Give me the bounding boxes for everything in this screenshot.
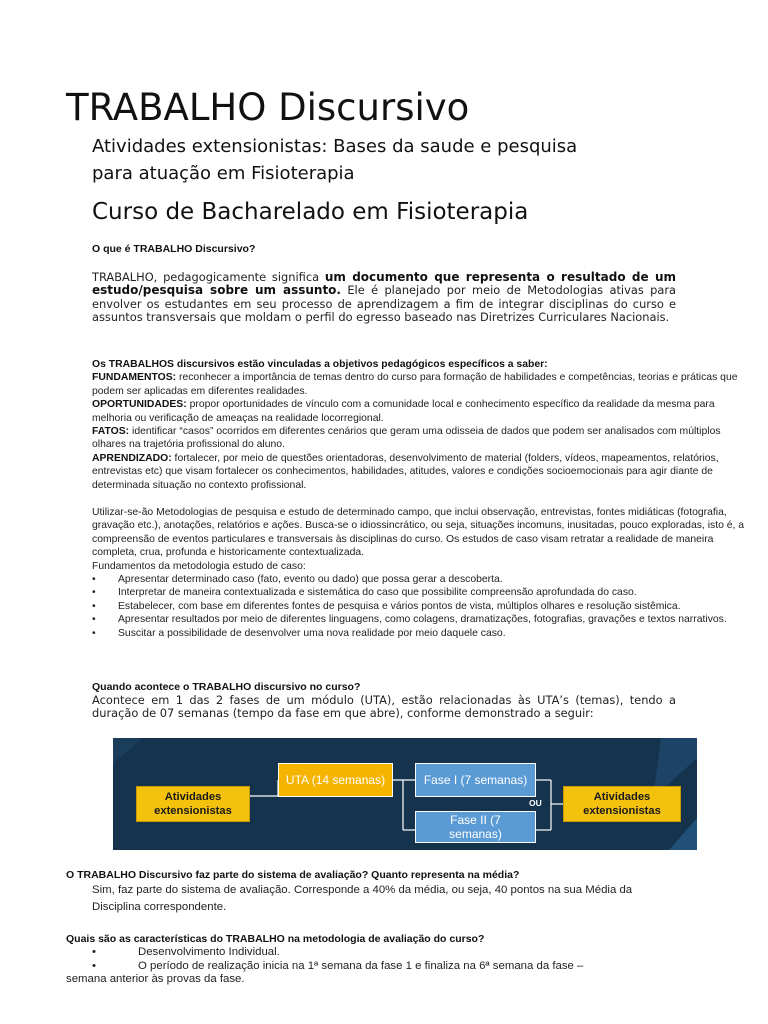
characteristics-bullet (92, 960, 682, 974)
bullet-icon: • (92, 614, 96, 626)
methodology-bullet (92, 573, 746, 586)
diagram-decoration (113, 738, 143, 763)
diagram-box-phase-2: Fase II (7 semanas) (415, 811, 536, 843)
bullet-icon: • (92, 627, 96, 639)
page-title: TRABALHO Discursivo (66, 86, 470, 129)
bullet-icon: • (92, 959, 96, 972)
intro-paragraph (92, 271, 676, 324)
objective-item (92, 452, 746, 492)
objective-term: APRENDIZADO: (92, 452, 172, 464)
evaluation-answer: Sim, faz parte do sistema de avaliação. Corresponde a 40% da média, ou seja, 40 pontos na sua Média da Disciplina correspondente. (92, 884, 633, 913)
objective-text: propor oportunidades de vínculo com a comunidade local e conhecimento específico da realidade da mesma para melhoria ou verificação de ameaças na realidade locorregional. (92, 399, 715, 424)
objective-item (92, 398, 746, 425)
objective-item (92, 425, 746, 452)
bullet-icon: • (92, 600, 96, 612)
intro-text-a: TRABALHO, pedagogicamente significa (92, 270, 325, 284)
bullet-continuation: semana anterior às provas da fase. (66, 973, 245, 985)
diagram-box-phase-1: Fase I (7 semanas) (415, 763, 536, 797)
methodology-section (92, 506, 746, 640)
when-paragraph: Acontece em 1 das 2 fases de um módulo (UTA), estão relacionadas às UTA’s (temas), tendo a duração de 07 semanas (tempo da fase em que abre), conforme demonstrado a seguir: (92, 693, 676, 721)
diagram-box-start: Atividades extensionistas (136, 786, 250, 822)
methodology-bullet (92, 586, 746, 599)
objective-term: FATOS: (92, 426, 130, 438)
phase-diagram (113, 738, 697, 850)
bullet-text: Estabelecer, com base em diferentes fontes de pesquisa e vários pontos de vista, múltiplos olhares e resolução sistêmica. (118, 600, 681, 612)
evaluation-question: O TRABALHO Discursivo faz parte do sistema de avaliação? Quanto representa na média? (66, 869, 520, 881)
objective-text: identificar “casos” ocorridos em diferentes cenários que geram uma odisseia de dados que podem ser analisados com múltiplos olhares na trajetória profissional do aluno. (92, 426, 721, 451)
objective-text: fortalecer, por meio de questões orientadoras, desenvolvimento de material (folders, vídeos, mapeamentos, relatórios, entrevistas etc) que visam fortalecer os conhecimentos, habilidades, atitudes, valores e condições socioemocionais para agir diante de determinada situação no contexto profissional. (92, 452, 719, 491)
intro-question: O que é TRABALHO Discursivo? (92, 243, 256, 255)
bullet-text: O período de realização inicia na 1ª semana da fase 1 e finaliza na 6ª semana da fase – (138, 959, 584, 972)
methodology-list-heading: Fundamentos da metodologia estudo de caso: (92, 560, 306, 572)
intro-text-b: Ele é planejado por meio de Metodologias ativas para envolver os estudantes em seu processo de aprendizagem a fim de integrar disciplinas do curso e assuntos transversais que moldam o perfil do egresso baseado nas Diretrizes Curriculares Nacionais. (92, 283, 676, 324)
objective-term: OPORTUNIDADES: (92, 399, 187, 411)
bullet-icon: • (92, 946, 96, 958)
course-heading: Curso de Bacharelado em Fisioterapia (92, 199, 529, 225)
when-question: Quando acontece o TRABALHO discursivo no curso? (92, 681, 361, 693)
diagram-decoration (669, 818, 697, 850)
objectives-heading: Os TRABALHOS discursivos estão vinculadas a objetivos pedagógicos específicos a saber: (92, 359, 548, 370)
intro-text-bold: um documento que representa o resultado de um estudo/pesquisa sobre um assunto. (92, 270, 677, 298)
objective-item (92, 371, 746, 398)
methodology-bullet (92, 613, 746, 626)
characteristics-bullet (92, 946, 682, 960)
page-subtitle: Atividades extensionistas: Bases da saude e pesquisa para atuação em Fisioterapia (92, 136, 578, 184)
methodology-bullet (92, 627, 746, 640)
bullet-icon: • (92, 574, 96, 586)
characteristics-list (66, 946, 682, 987)
diagram-or-label: OU (529, 798, 542, 808)
objective-text: reconhecer a importância de temas dentro do curso para formação de habilidades e competências, teorias e práticas que podem ser aplicadas em diferentes realidades. (92, 372, 738, 397)
methodology-paragraph: Utilizar-se-ão Metodologias de pesquisa e estudo de determinado campo, que inclui observação, entrevistas, fontes midiáticas (fotografia, gravação etc.), anotações, relatórios e ações. Busca-se o idiossincrático, ou seja, situações incomuns, inusitadas, pouco exploradas, isto é, a compreensão de eventos particulares e transversais às disciplinas do curso. Os estudos de caso visam retratar a realidade de maneira completa, crua, profunda e historicamente contextualizada. (92, 507, 745, 559)
bullet-text: Interpretar de maneira contextualizada e sistemática do caso que possibilite compreensão aprofundada do caso. (118, 587, 637, 599)
bullet-icon: • (92, 587, 96, 599)
diagram-box-end: Atividades extensionistas (563, 786, 681, 822)
objectives-section (92, 358, 746, 492)
bullet-text: Apresentar determinado caso (fato, evento ou dado) que possa gerar a descoberta. (118, 574, 503, 586)
diagram-box-uta: UTA (14 semanas) (278, 763, 393, 797)
bullet-text: Suscitar a possibilidade de desenvolver uma nova realidade por meio daquele caso. (118, 627, 506, 639)
objective-term: FUNDAMENTOS: (92, 372, 177, 384)
bullet-text: Apresentar resultados por meio de diferentes linguagens, como colagens, dramatizações, fotografias, gravações e textos narrativos. (118, 614, 727, 626)
characteristics-question: Quais são as características do TRABALHO na metodologia de avaliação do curso? (66, 933, 485, 945)
methodology-bullet (92, 600, 746, 613)
bullet-text: Desenvolvimento Individual. (138, 946, 280, 958)
